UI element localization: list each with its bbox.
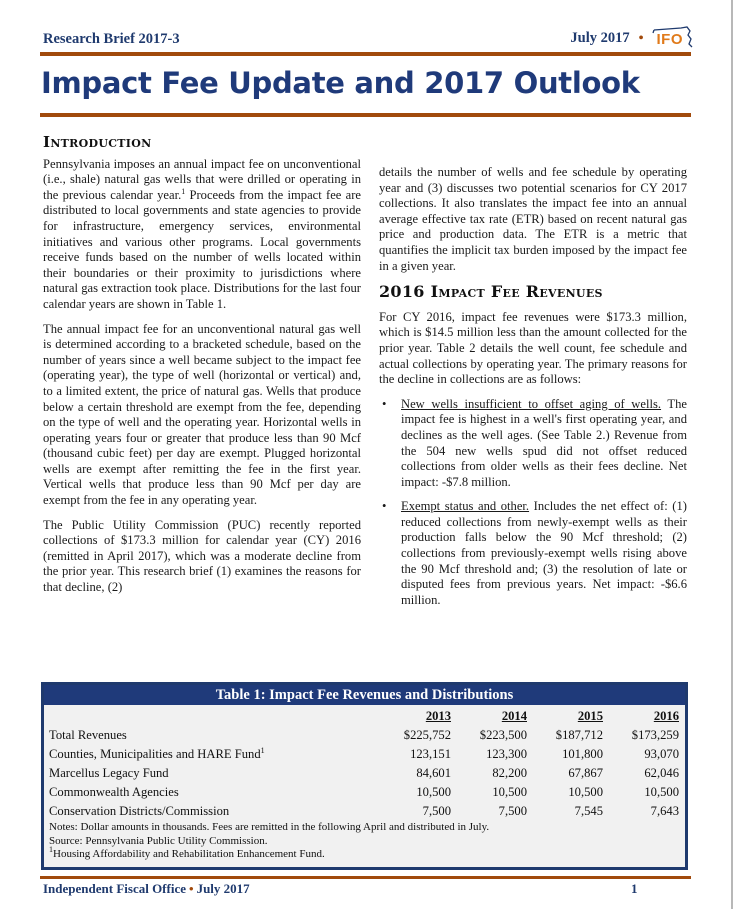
cell-2016: 7,643 [650,804,679,818]
footer-rule [40,876,691,879]
cell-2013: 7,500 [422,804,451,818]
table-source: Source: Pennsylvania Public Utility Commission. [49,834,268,847]
cell-2015: 7,545 [574,804,603,818]
row-label [49,726,375,745]
bullet-icon: • [382,499,387,514]
cell-2015: 10,500 [568,785,603,799]
logo-text: IFO [656,31,683,48]
col-header-2016: 2016 [653,709,679,723]
table-footnote-text: Housing Affordability and Rehabilitation Enhancement Fund. [53,848,325,860]
table-footnote [49,845,489,862]
cell-2016: $173,259 [631,728,679,742]
table-header-row [49,707,679,726]
ifo-logo-icon [653,29,690,48]
page-title: Impact Fee Update and 2017 Outlook [41,66,640,100]
cell-2016: 10,500 [644,785,679,799]
footer-date: July 2017 [196,881,250,896]
col-header-2015: 2015 [577,709,603,723]
table-title: Table 1: Impact Fee Revenues and Distributions [44,685,685,705]
cell-2013: 10,500 [416,785,451,799]
series-label: Research Brief 2017-3 [43,31,180,47]
row-label [49,745,375,764]
cell-2015: 67,867 [568,766,603,780]
right-column [379,165,687,617]
col-header-2014: 2014 [501,709,527,723]
table-footnote-mark: 1 [49,845,53,854]
row-label-text: Marcellus Legacy Fund [49,766,169,780]
table-notes [49,821,489,862]
header-date: July 2017 [570,30,630,46]
table-header-label [49,707,375,726]
left-column [43,135,361,605]
header-rule [40,52,691,56]
cell-2013: 123,151 [410,747,451,761]
cell-2014: 10,500 [492,785,527,799]
header-right [570,29,689,48]
table-1 [41,682,688,870]
bullet-icon: • [382,396,387,411]
bullet-text: Includes the net effect of: (1) reduced collections from newly-exempt wells as their production falls below the 90 Mcf threshold; (2) collections from previously-exempt wells rising above the 90 Mcf threshold and; (3) the resolution of late or disputed fees from previous years. Net impact: -$6.6 million. [401,499,687,607]
cell-2015: 101,800 [562,747,603,761]
table-row [49,802,679,821]
cell-2016: 62,046 [644,766,679,780]
cell-2013: $225,752 [403,728,451,742]
intro-paragraph-1 [43,157,361,313]
footer-org: Independent Fiscal Office [43,881,186,896]
footer-separator: • [189,881,194,896]
table-notes-text: Notes: Dollar amounts in thousands. Fees are remitted in the following April and distributed in July. [49,821,490,833]
row-label [49,802,375,821]
intro-continued: details the number of wells and fee schedule by operating year and (3) discusses two potential scenarios for CY 2017 collections. It also translates the impact fee into an annual average effective tax rate (ETR) based on recent natural gas price and production data. The ETR is a metric that quantifies the implicit tax burden imposed by the impact fee in a given year. [379,165,687,273]
footer-left [43,881,250,897]
row-label-text: Total Revenues [49,728,127,742]
cell-2014: 7,500 [498,804,527,818]
row-label [49,764,375,783]
cell-2014: 123,300 [486,747,527,761]
revenues-paragraph: For CY 2016, impact fee revenues were $173.3 million, which is $14.5 million less than the amount collected for the prior year. Table 2 details the well count, fee schedule and actual collections by operating year. The primary reasons for the decline in collections are as follows: [379,309,687,387]
table-row [49,783,679,802]
header-separator: • [638,30,644,46]
intro-paragraph-2: The annual impact fee for an unconventional natural gas well is determined according to a bracketed schedule, based on the number of years since a well became subject to the impact fee (operating year), the type of well (horizontal or vertical) and, to a limited extent, the price of natural gas. Wells that produce below a certain threshold are exempt from the fee, depending on the type of well and the operating year. Horizontal wells in operating years four or greater that produce less than 90 Mcf (thousand cubic feet) per day are exempt. Plugged horizontal wells are exempt after remitting the fee in the first year. Vertical wells that produce less than 90 Mcf per day are exempt from the fee in any operating year. [43,321,361,508]
bullet-lead: Exempt status and other. [401,499,530,514]
col-header-2013: 2013 [425,709,451,723]
row-footnote-mark: 1 [260,746,265,755]
revenues-table [49,707,679,821]
title-rule [40,113,691,117]
table-row [49,764,679,783]
pennsylvania-outline-icon [651,25,695,49]
table-row [49,726,679,745]
row-label-text: Commonwealth Agencies [49,785,179,799]
row-label-text: Conservation Districts/Commission [49,804,230,818]
cell-2016: 93,070 [644,747,679,761]
cell-2015: $187,712 [555,728,603,742]
table-row [49,745,679,764]
intro-p1-text-after: Proceeds from the impact fee are distributed to local governments and state agencies to provide for infrastructure, emergency services, environmental initiatives and various other programs. Local governments receive funds based on the number of wells located within their boundaries or their proximity to jurisdictions where natural gas extraction took place. Distributions for the last four calendar years are shown in Table 1. [43,187,361,311]
list-item [379,499,687,608]
intro-p1-text: Pennsylvania imposes an annual impact fee on unconventional (i.e., shale) natural gas wells that were drilled or operating in the previous calendar year. [43,156,361,202]
bullet-text: The impact fee is highest in a well's first operating year, and declines as the well ages. (See Table 2.) Revenue from the 504 new wells spud did not offset reduced collections from older wells as their fees decline. Net impact: -$7.8 million. [401,396,687,489]
row-label [49,783,375,802]
reasons-list [379,397,687,609]
revenues-heading: 2016 Impact Fee Revenues [379,282,603,302]
intro-paragraph-3: The Public Utility Commission (PUC) recently reported collections of $173.3 million for calendar year (CY) 2016 (remitted in April 2017), which was a moderate decline from the prior year. This research brief (1) examines the reasons for that decline, (2) [43,517,361,595]
page-number: 1 [631,881,638,896]
bullet-lead: New wells insufficient to offset aging of wells. [401,396,662,411]
footnote-ref[interactable]: 1 [181,186,186,196]
list-item [379,397,687,491]
cell-2014: $223,500 [479,728,527,742]
cell-2013: 84,601 [416,766,451,780]
introduction-heading: Introduction [43,133,152,151]
row-label-text: Counties, Municipalities and HARE Fund [49,747,261,761]
cell-2014: 82,200 [492,766,527,780]
